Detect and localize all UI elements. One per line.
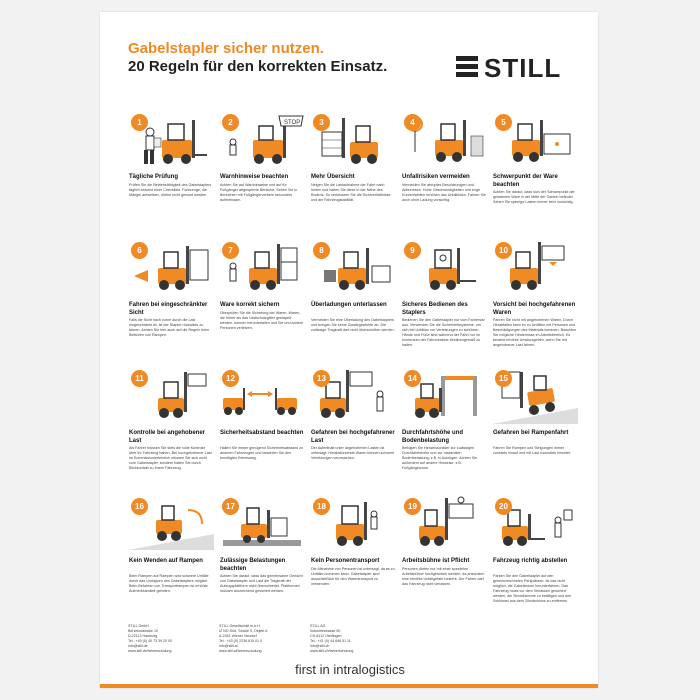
- rule-card: [128, 240, 214, 364]
- address-line: CH-8112 Otelfingen: [310, 634, 342, 638]
- rule-text: Der Aufenthalt unter angehobenen Lasten ist untersagt. Herabstürzende Waren können schwere Verletzungen verursachen.: [311, 446, 395, 460]
- rule-number-badge: 13: [313, 370, 330, 387]
- rule-number-badge: 10: [495, 242, 512, 259]
- address-line: STILL Gesellschaft m.b.H.: [219, 624, 261, 628]
- rules-row: [128, 496, 578, 620]
- rule-card: [128, 112, 214, 236]
- rule-title: Fahren bei eingeschränkter Sicht: [129, 302, 208, 316]
- still-logo: [456, 52, 574, 80]
- rule-title: Kein Personentransport: [311, 558, 380, 564]
- rule-number-badge: 6: [131, 242, 148, 259]
- rule-number-badge: 18: [313, 498, 330, 515]
- rule-text: Als Fahrer müssen Sie stets die volle Kontrolle über Ihr Fahrzeug haben. Bei hochgehobener Last im Kommissionierbereich müssen Sie sich nicht vom Gabelstapler, sondern halten Sie durch Blickkontakt zu Ihrem Fahrzeug.: [129, 446, 212, 470]
- rule-card: [492, 368, 578, 492]
- address-line: Industriestrasse 50: [310, 629, 341, 633]
- rule-number-badge: 5: [495, 114, 512, 131]
- rule-title: Unfallrisiken vermeiden: [402, 174, 470, 180]
- rule-card: [492, 112, 578, 236]
- address-line: www.still.at/fahrerschulung: [219, 649, 262, 653]
- rule-title: Zulässige Belastungen beachten: [220, 558, 286, 572]
- rule-card: [310, 112, 396, 236]
- address-line: Tel.: +49 (0) 40 73 39 20 00: [128, 639, 173, 643]
- rule-title: Warnhinweise beachten: [220, 174, 289, 180]
- address-line: IZ NÖ-Süd, Straße 5, Objekt 6: [219, 629, 268, 633]
- rule-number-badge: 2: [222, 114, 239, 131]
- rule-card: [401, 240, 487, 364]
- rule-number-badge: 19: [404, 498, 421, 515]
- rule-text: Vermeiden Sie eine Überladung des Gabelstaplers und bringen Sie keine Zusatzgewichte an. Die zulässige Tragkraft darf nicht überschritten werden.: [311, 318, 395, 332]
- rule-text: Fahren Sie Rampen und Steigungen immer vorwärts hinauf und mit Last rückwärts hinunter.: [493, 446, 572, 455]
- address-line: Tel.: +41 (0) 44 846 51 11: [310, 639, 351, 643]
- poster-page: [100, 12, 598, 688]
- rules-row: [128, 112, 578, 236]
- rule-card: [401, 112, 487, 236]
- rule-card: [492, 240, 578, 364]
- headline-black: 20 Regeln für den korrekten Einsatz.: [128, 58, 388, 75]
- rule-card: [219, 112, 305, 236]
- rule-title: Überladungen unterlassen: [311, 302, 387, 308]
- address-line: info@still.ch: [310, 644, 330, 648]
- rule-title: Gefahren bei hochgefahrener Last: [311, 430, 395, 444]
- rule-text: Beim Rampen auf Rampen wird schwere Unfälle durch das Umkippen des Gabelstaplers möglich. Beim Befahren von Transportrampen ist erhöhte Aufmerksamkeit geboten.: [129, 574, 209, 593]
- rule-title: Kontrolle bei angehobener Last: [129, 430, 206, 444]
- address-line: A-2351 Wiener Neudorf: [219, 634, 257, 638]
- rule-text: Bedienen Sie den Gabelstapler nur vom Fahrersitz aus. Verwenden Sie die Sicherheitssysteme, um sich bei Unfällen vor Verletzungen zu schützen. Hände und Füße sind während der Fahrt nur im Innenraum der Fahrerkabine bestimmgemäß zu halten.: [402, 318, 485, 347]
- tagline: first in intralogistics: [295, 662, 405, 677]
- rule-card: [219, 240, 305, 364]
- rule-text: Achten Sie auf Warnhinweise und auf für Fußgänger abgesperrte Bereiche. Sehen Sie in Bereichen mit Fußgängerverkehr besonders aufmerksam.: [220, 183, 298, 202]
- rule-title: Fahrzeug richtig abstellen: [493, 558, 568, 564]
- rule-text: Personen dürfen nur mit einer speziellen Arbeitsbühne hochgehoben werden, da ansonsten eine erhöhte Unfallgefahr besteht. Der Fahrer darf das Fahrzeug nicht verlassen.: [402, 567, 485, 586]
- rule-number-badge: 9: [404, 242, 421, 259]
- rule-title: Sicheres Bedienen des Staplers: [402, 302, 468, 316]
- rule-text: Neigen Sie die Lastaufnahme der Fahrt nach hinten und halten Sie diese in der Nähe des Bodens. So verbessern Sie die Sichtverhältnisse und die Fahrzeugstabilität.: [311, 183, 391, 202]
- rule-number-badge: 7: [222, 242, 239, 259]
- rule-number-badge: 20: [495, 498, 512, 515]
- rule-text: Überprüfen Sie die Sicherung der Waren. Waren, die höher als das Lastschutzgitter gestapelt werden, können herunterfallen und Sie und andere Personen verletzen.: [220, 311, 304, 330]
- rule-text: Befolgen Sie Hinweisschilder zur zulässigen Durchfahrtshöhe und zur maximalen Bodenbelastung, z.B. in Aufzügen. Achten Sie außerdem auf andere Hinweise, z.B. Fußgängerzone.: [402, 446, 478, 470]
- rule-text: Prüfen Sie die Betriebsfähigkeit des Gabelstaplers täglich anhand einer Checkliste. Fahrzeuge, die Mängel aufweisen, dürfen nicht genutzt werden.: [129, 183, 212, 197]
- address-line: STILL AG: [310, 624, 326, 628]
- svg-text:STOP: STOP: [284, 120, 301, 126]
- address-footer: [128, 624, 568, 664]
- rule-text: Fahren Sie nicht mit angehobenen Waren. Durch Herabfallen kann es zu Unfällen mit Personen und Beschädigungen des Materials kommen. Beachten Sie mögliche Hindernisse im Arbeitsbereich. Es besteht erhöhte Umsturzgefahr, wenn Sie mit angehobener Last fahren.: [493, 318, 577, 347]
- rule-title: Durchfahrtshöhe und Bodenbelastung: [402, 430, 463, 444]
- address-line: STILL GmbH: [128, 624, 149, 628]
- rule-text: Die Mitnahme von Personen ist untersagt, da es zu Unfällen kommen kann. Gabelstapler sind ausschließlich für den Warentransport zu verwenden.: [311, 567, 395, 586]
- bottom-accent-bar: [100, 684, 598, 688]
- address-austria: [219, 624, 305, 654]
- address-line: Tel.: +43 (0) 2236 615 01 0: [219, 639, 263, 643]
- rule-card: [492, 496, 578, 620]
- rule-number-badge: 3: [313, 114, 330, 131]
- rules-row: [128, 368, 578, 492]
- rule-number-badge: 16: [131, 498, 148, 515]
- logo-text: STILL: [484, 53, 562, 80]
- rule-number-badge: 11: [131, 370, 148, 387]
- rule-title: Arbeitsbühne ist Pflicht: [402, 558, 470, 564]
- address-line: www.still.ch/fahrerschulung: [310, 649, 354, 653]
- rule-card: [401, 368, 487, 492]
- address-line: info@still.at: [219, 644, 238, 648]
- rule-title: Tägliche Prüfung: [129, 174, 179, 180]
- rule-card: [310, 240, 396, 364]
- rule-text: Falls die Sicht nach vorne durch die Last eingeschränkt ist, ist der Stapler rückwärts zu fahren. Achten Sie hier auch auf die Regeln beim Befahren von Rampen.: [129, 318, 210, 337]
- rule-number-badge: 4: [404, 114, 421, 131]
- headline-orange: Gabelstapler sicher nutzen.: [128, 40, 324, 57]
- rules-row: [128, 240, 578, 364]
- address-line: info@still.de: [128, 644, 148, 648]
- rule-text: Achten Sie darauf, dass sich der Schwerpunkt der geladenen Ware in der Mitte der Gabeln befindet. Sehen Sie sperrige Lasten immer sehr vorsichtig.: [493, 190, 575, 204]
- rule-title: Gefahren bei Rampenfahrt: [493, 430, 569, 436]
- rule-card: [310, 368, 396, 492]
- address-line: D-22113 Hamburg: [128, 634, 158, 638]
- rule-text: Parken Sie den Gabelstapler auf den gekennzeichneten Parkplätzen. Ist das nicht möglich, die Gabelzinken herunterfahren. Das Fahrzeug muss vor dem Verlassen gesichert werden, die Stromklemme zu betätigen und den Schlüssel aus dem Zündschloss zu entfernen.: [493, 574, 572, 603]
- rule-card: [219, 496, 305, 620]
- rule-card: [128, 496, 214, 620]
- rule-title: Vorsicht bei hochgefahrenen Waren: [493, 302, 576, 316]
- rule-title: Kein Wenden auf Rampen: [129, 558, 203, 564]
- rule-title: Sicherheitsabstand beachten: [220, 430, 304, 436]
- address-line: Berzeliusstraße 10: [128, 629, 158, 633]
- address-switzerland: [310, 624, 396, 654]
- rule-text: Halten Sie immer genügend Sicherheitsabstand zu anderen Fahrzeugen und beachten Sie den benötigten Bremsweg.: [220, 446, 304, 460]
- rule-card: [219, 368, 305, 492]
- rule-card: [310, 496, 396, 620]
- rule-card: [401, 496, 487, 620]
- rule-number-badge: 1: [131, 114, 148, 131]
- rule-number-badge: 17: [222, 498, 239, 515]
- rule-number-badge: 8: [313, 242, 330, 259]
- rule-text: Vermeiden Sie abruptes Beschleunigen und Abbremsen. Hohe Geschwindigkeiten und enge Kurvenfahrten erhöhen das Unfallrisiko. Fahren Sie auch ohne Ladung vorsichtig.: [402, 183, 486, 202]
- rule-card: [128, 368, 214, 492]
- address-line: www.still.de/fahrerschulung: [128, 649, 172, 653]
- rule-text: Achten Sie darauf, dass das gemeinsame Gewicht von Gabelstapler und Last die Tragkraft der Aufzugsplattform nicht überschreitet. Plattformen müssen ausreichend gesichert werden.: [220, 574, 303, 593]
- address-germany: [128, 624, 214, 654]
- rule-number-badge: 15: [495, 370, 512, 387]
- rule-number-badge: 12: [222, 370, 239, 387]
- rule-number-badge: 14: [404, 370, 421, 387]
- rule-title: Mehr Übersicht: [311, 174, 355, 180]
- rule-title: Ware korrekt sichern: [220, 302, 280, 308]
- rule-title: Schwerpunkt der Ware beachten: [493, 174, 558, 188]
